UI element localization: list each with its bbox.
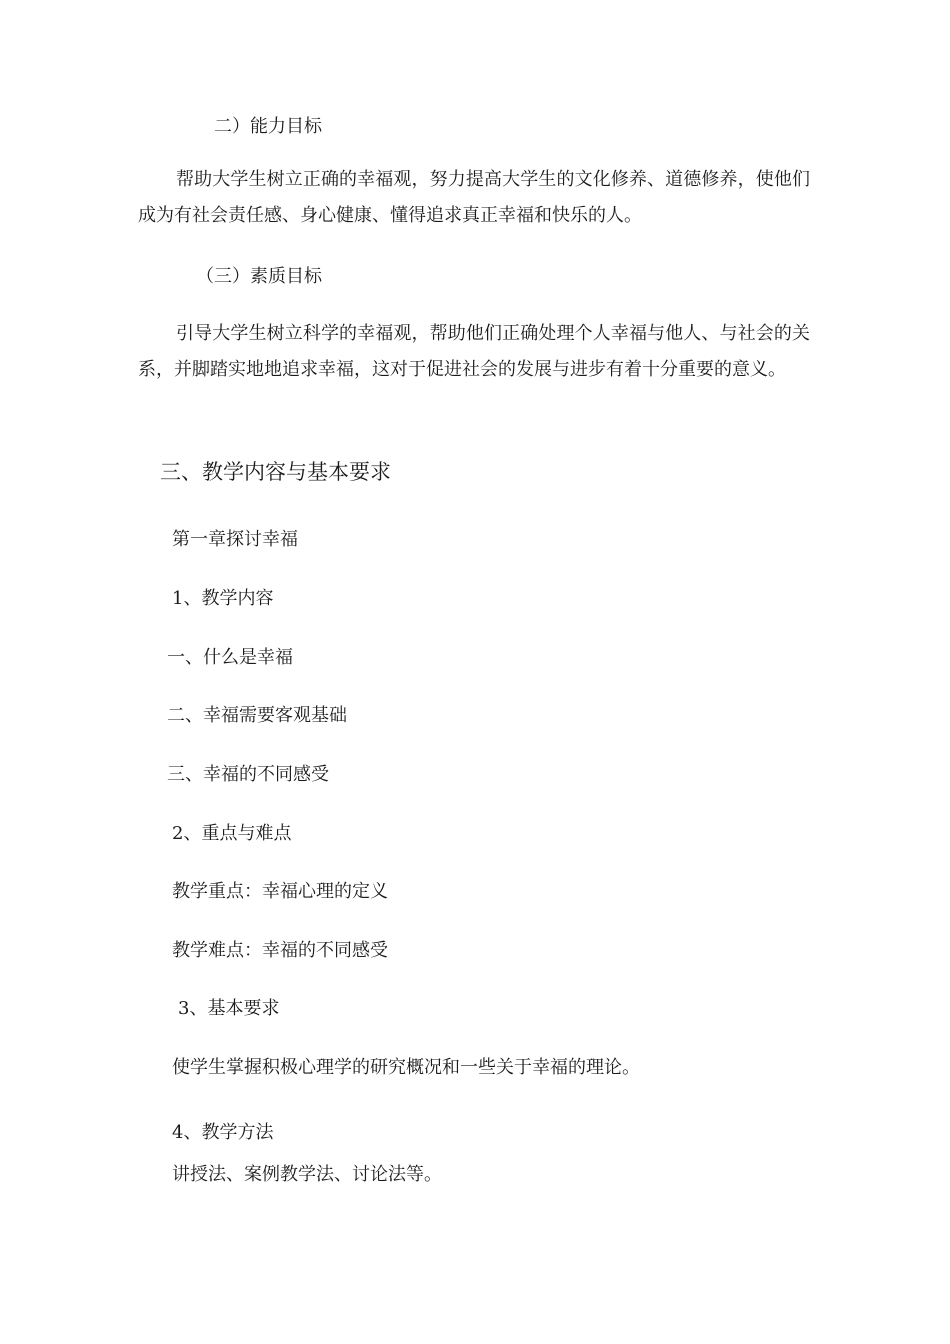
methods-text: 讲授法、案例教学法、讨论法等。 <box>172 1164 442 1185</box>
requirements-text: 使学生掌握积极心理学的研究概况和一些关于幸福的理论。 <box>172 1057 640 1078</box>
requirements-heading: 3、基本要求 <box>178 998 280 1019</box>
quality-goal-heading: （三）素质目标 <box>196 266 322 287</box>
ability-goal-paragraph: 帮助大学生树立正确的幸福观，努力提高大学生的文化修养、道德修养，使他们成为有社会责任感、身心健康、懂得追求真正幸福和快乐的人。 <box>138 169 810 226</box>
key-point: 教学重点：幸福心理的定义 <box>172 881 388 902</box>
content-item-2: 二、幸福需要客观基础 <box>167 705 347 726</box>
content-item-1: 一、什么是幸福 <box>167 647 293 668</box>
quality-goal-paragraph: 引导大学生树立科学的幸福观，帮助他们正确处理个人幸福与他人、与社会的关系，并脚踏实地地追求幸福，这对于促进社会的发展与进步有着十分重要的意义。 <box>138 323 810 380</box>
chapter-title: 第一章探讨幸福 <box>172 529 298 550</box>
key-points-heading: 2、重点与难点 <box>172 823 292 844</box>
difficult-point: 教学难点：幸福的不同感受 <box>172 940 388 961</box>
content-item-3: 三、幸福的不同感受 <box>167 764 329 785</box>
ability-goal-heading: 二）能力目标 <box>214 116 322 137</box>
methods-heading: 4、教学方法 <box>172 1122 274 1143</box>
section-heading: 三、教学内容与基本要求 <box>160 460 391 484</box>
teaching-content-heading: 1、教学内容 <box>172 588 274 609</box>
